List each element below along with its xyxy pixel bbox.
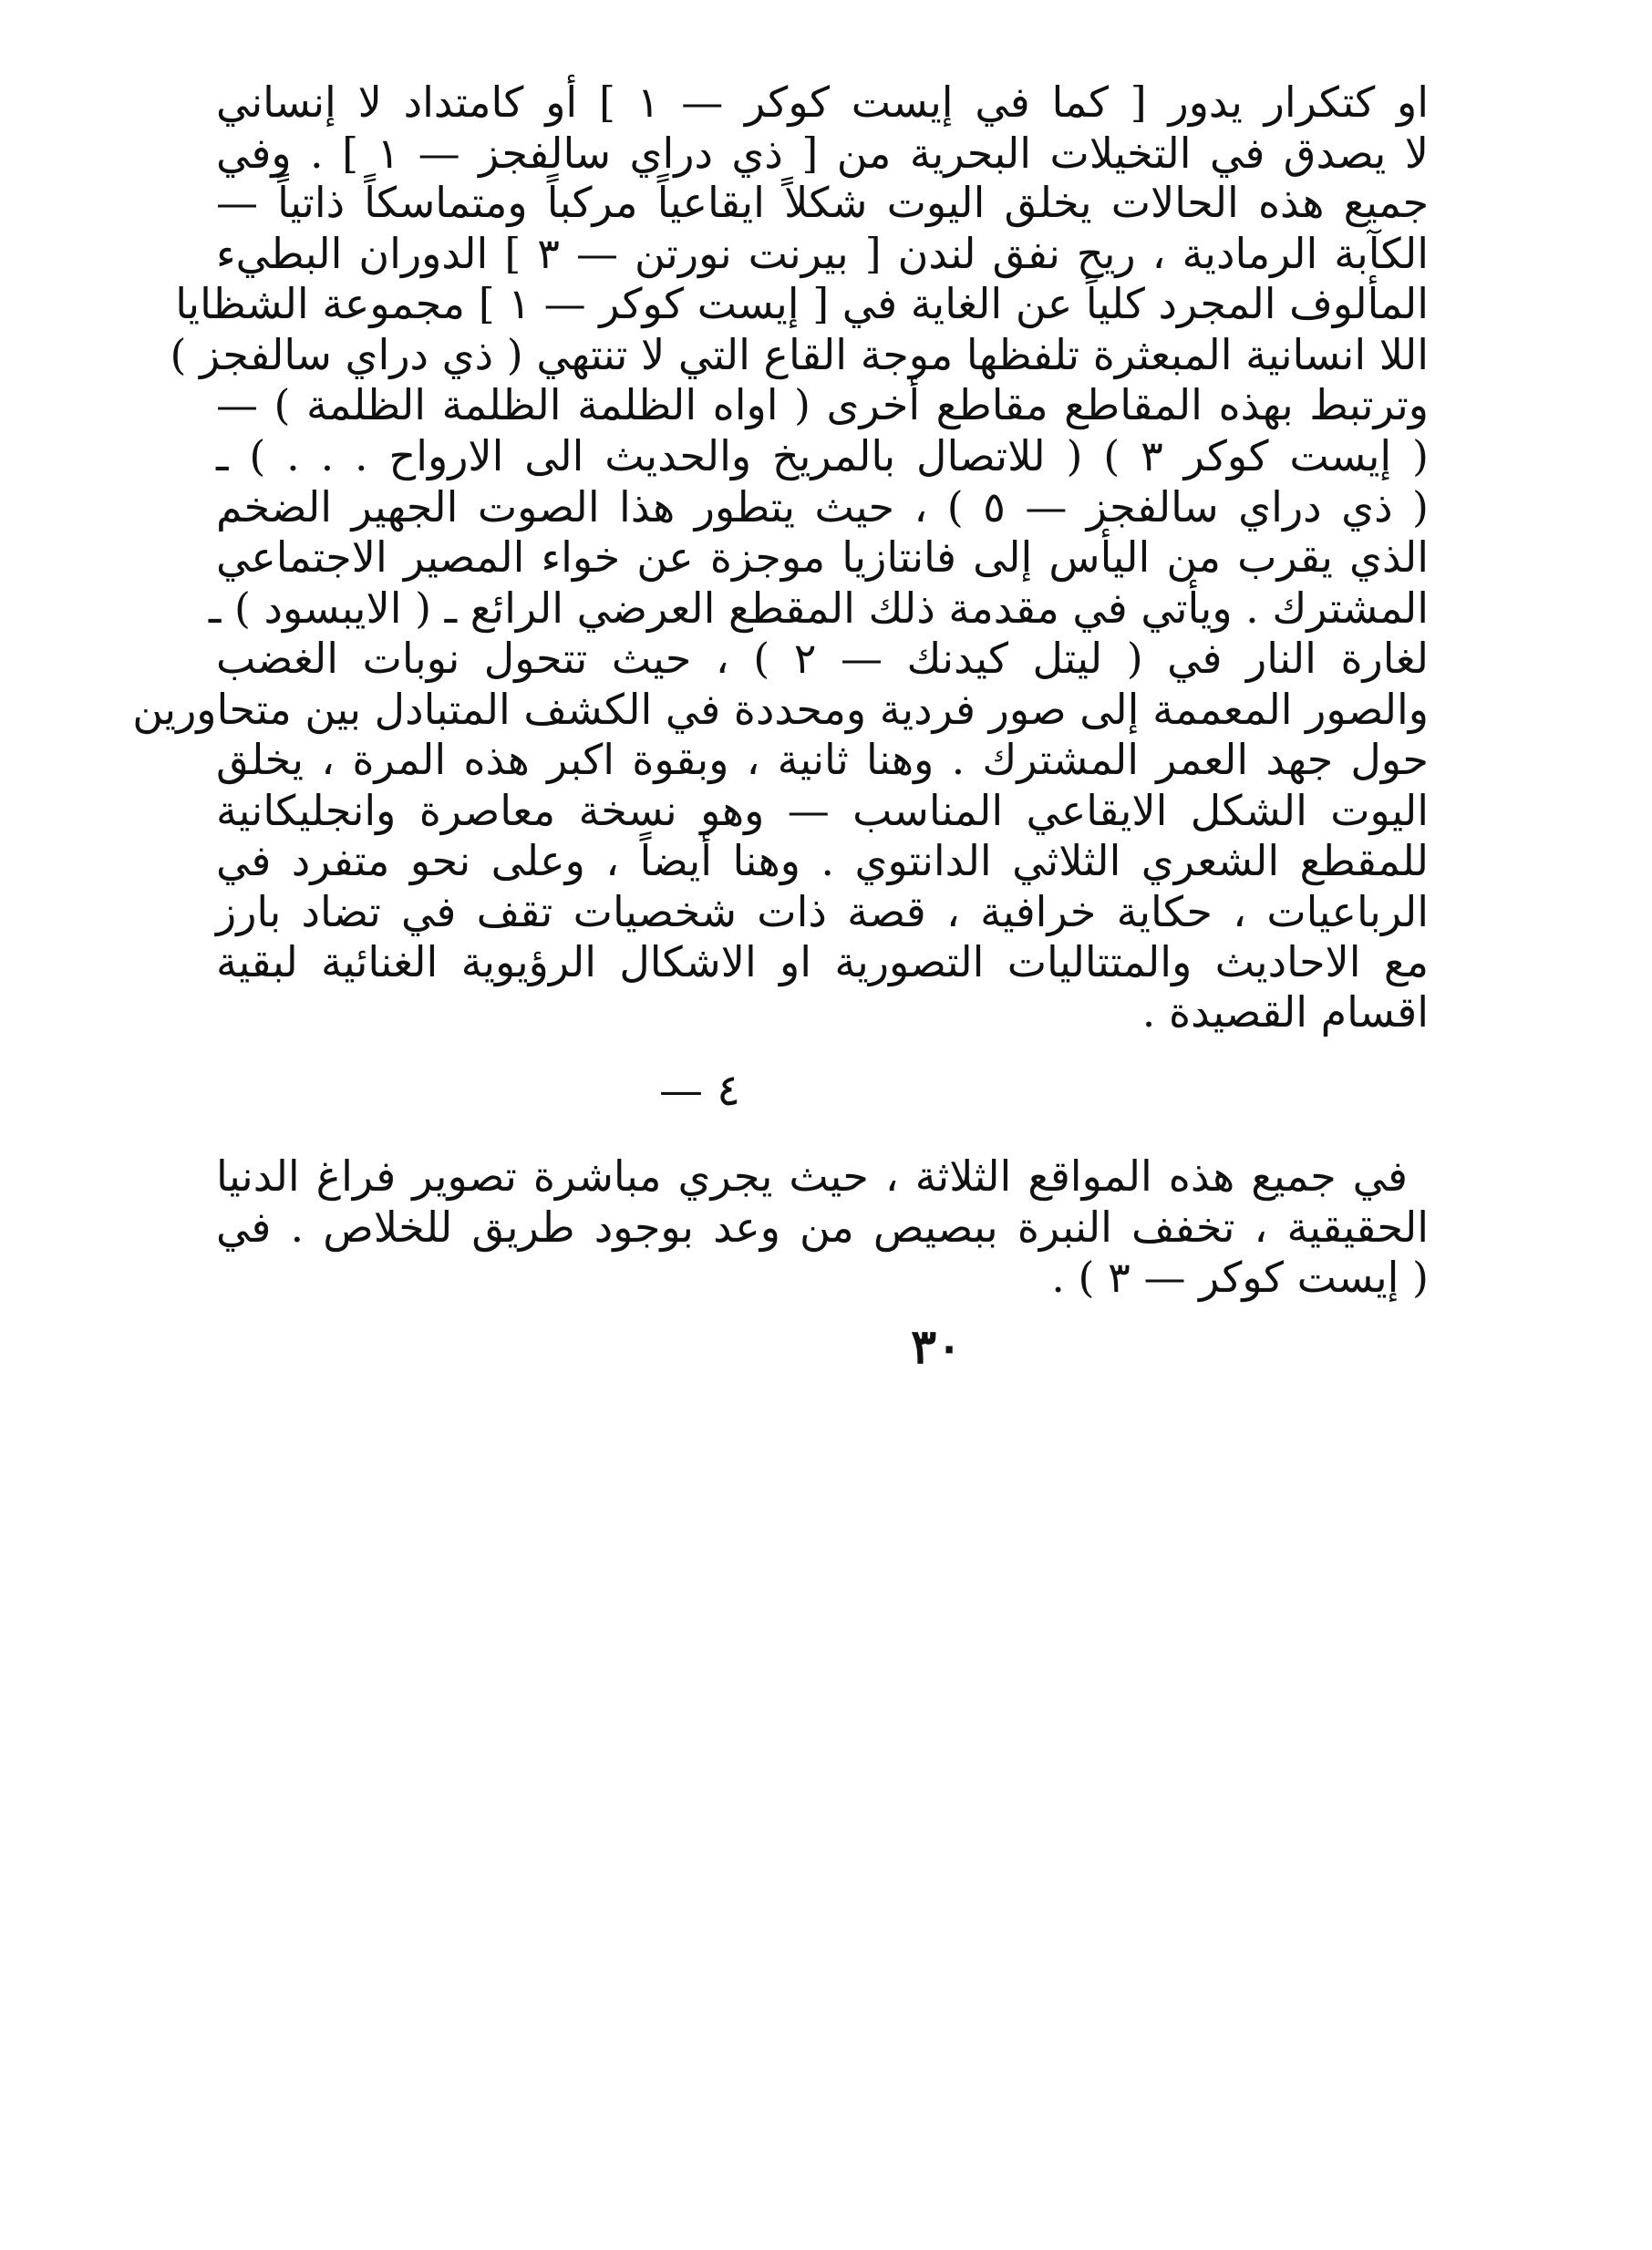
text-line: الكآبة الرمادية ، ريح نفق لندن [ بيرنت نورتن — ٣ ] الدوران البطيء <box>216 229 1429 278</box>
text-line: ( إيست كوكر ٣ ) ( للاتصال بالمريخ والحديث الى الارواح . . . ) ـ <box>216 431 1430 480</box>
text-line: ( إيست كوكر — ٣ ) . <box>1051 1253 1429 1302</box>
text-line: اليوت الشكل الايقاعي المناسب — وهو نسخة معاصرة وانجليكانية <box>216 786 1429 835</box>
text-line: لغارة النار في ( ليتل كيدنك — ٢ ) ، حيث تتحول نوبات الغضب <box>216 634 1429 683</box>
text-line: جميع هذه الحالات يخلق اليوت شكلاً ايقاعياً مركباً ومتماسكاً ذاتياً — <box>216 178 1429 227</box>
text-line: او كتكرار يدور [ كما في إيست كوكر — ١ ] أو كامتداد لا إنساني <box>216 77 1429 127</box>
text-line: الرباعيات ، حكاية خرافية ، قصة ذات شخصيات تقف في تضاد بارز <box>216 887 1429 936</box>
text-line: حول جهد العمر المشترك . وهنا ثانية ، وبقوة اكبر هذه المرة ، يخلق <box>216 735 1429 784</box>
text-line: وترتبط بهذه المقاطع مقاطع أخرى ( اواه الظلمة الظلمة الظلمة ) — <box>216 380 1429 429</box>
text-line: المشترك . ويأتي في مقدمة ذلك المقطع العرضي الرائع ـ ( الايبسود ) ـ <box>208 583 1429 633</box>
page-number: ٣٠ <box>911 1319 962 1375</box>
text-line: مع الاحاديث والمتتاليات التصورية او الاشكال الرؤيوية الغنائية لبقية <box>216 937 1429 986</box>
text-line: اقسام القصيدة . <box>1141 987 1429 1037</box>
text-line: في جميع هذه المواقع الثلاثة ، حيث يجري مباشرة تصوير فراغ الدنيا <box>216 1151 1408 1201</box>
section-number: ٤ — <box>658 1065 740 1116</box>
text-line: للمقطع الشعري الثلاثي الدانتوي . وهنا أيضاً ، وعلى نحو متفرد في <box>216 836 1429 885</box>
text-line: المألوف المجرد كلياً عن الغاية في [ إيست كوكر — ١ ] مجموعة الشظايا <box>175 279 1429 328</box>
text-line: الحقيقية ، تخفف النبرة ببصيص من وعد بوجود طريق للخلاص . في <box>216 1202 1429 1252</box>
text-line: والصور المعممة إلى صور فردية ومحددة في الكشف المتبادل بين متحاورين <box>132 685 1429 734</box>
text-line: اللا انسانية المبعثرة تلفظها موجة القاع التي لا تنتهي ( ذي دراي سالفجز ) <box>170 330 1429 379</box>
text-line: ( ذي دراي سالفجز — ٥ ) ، حيث يتطور هذا الصوت الجهير الضخم <box>216 482 1429 532</box>
text-line: لا يصدق في التخيلات البحرية من [ ذي دراي سالفجز — ١ ] . وفي <box>216 129 1429 178</box>
text-line: الذي يقرب من اليأس إلى فانتازيا موجزة عن خواء المصير الاجتماعي <box>216 532 1429 582</box>
